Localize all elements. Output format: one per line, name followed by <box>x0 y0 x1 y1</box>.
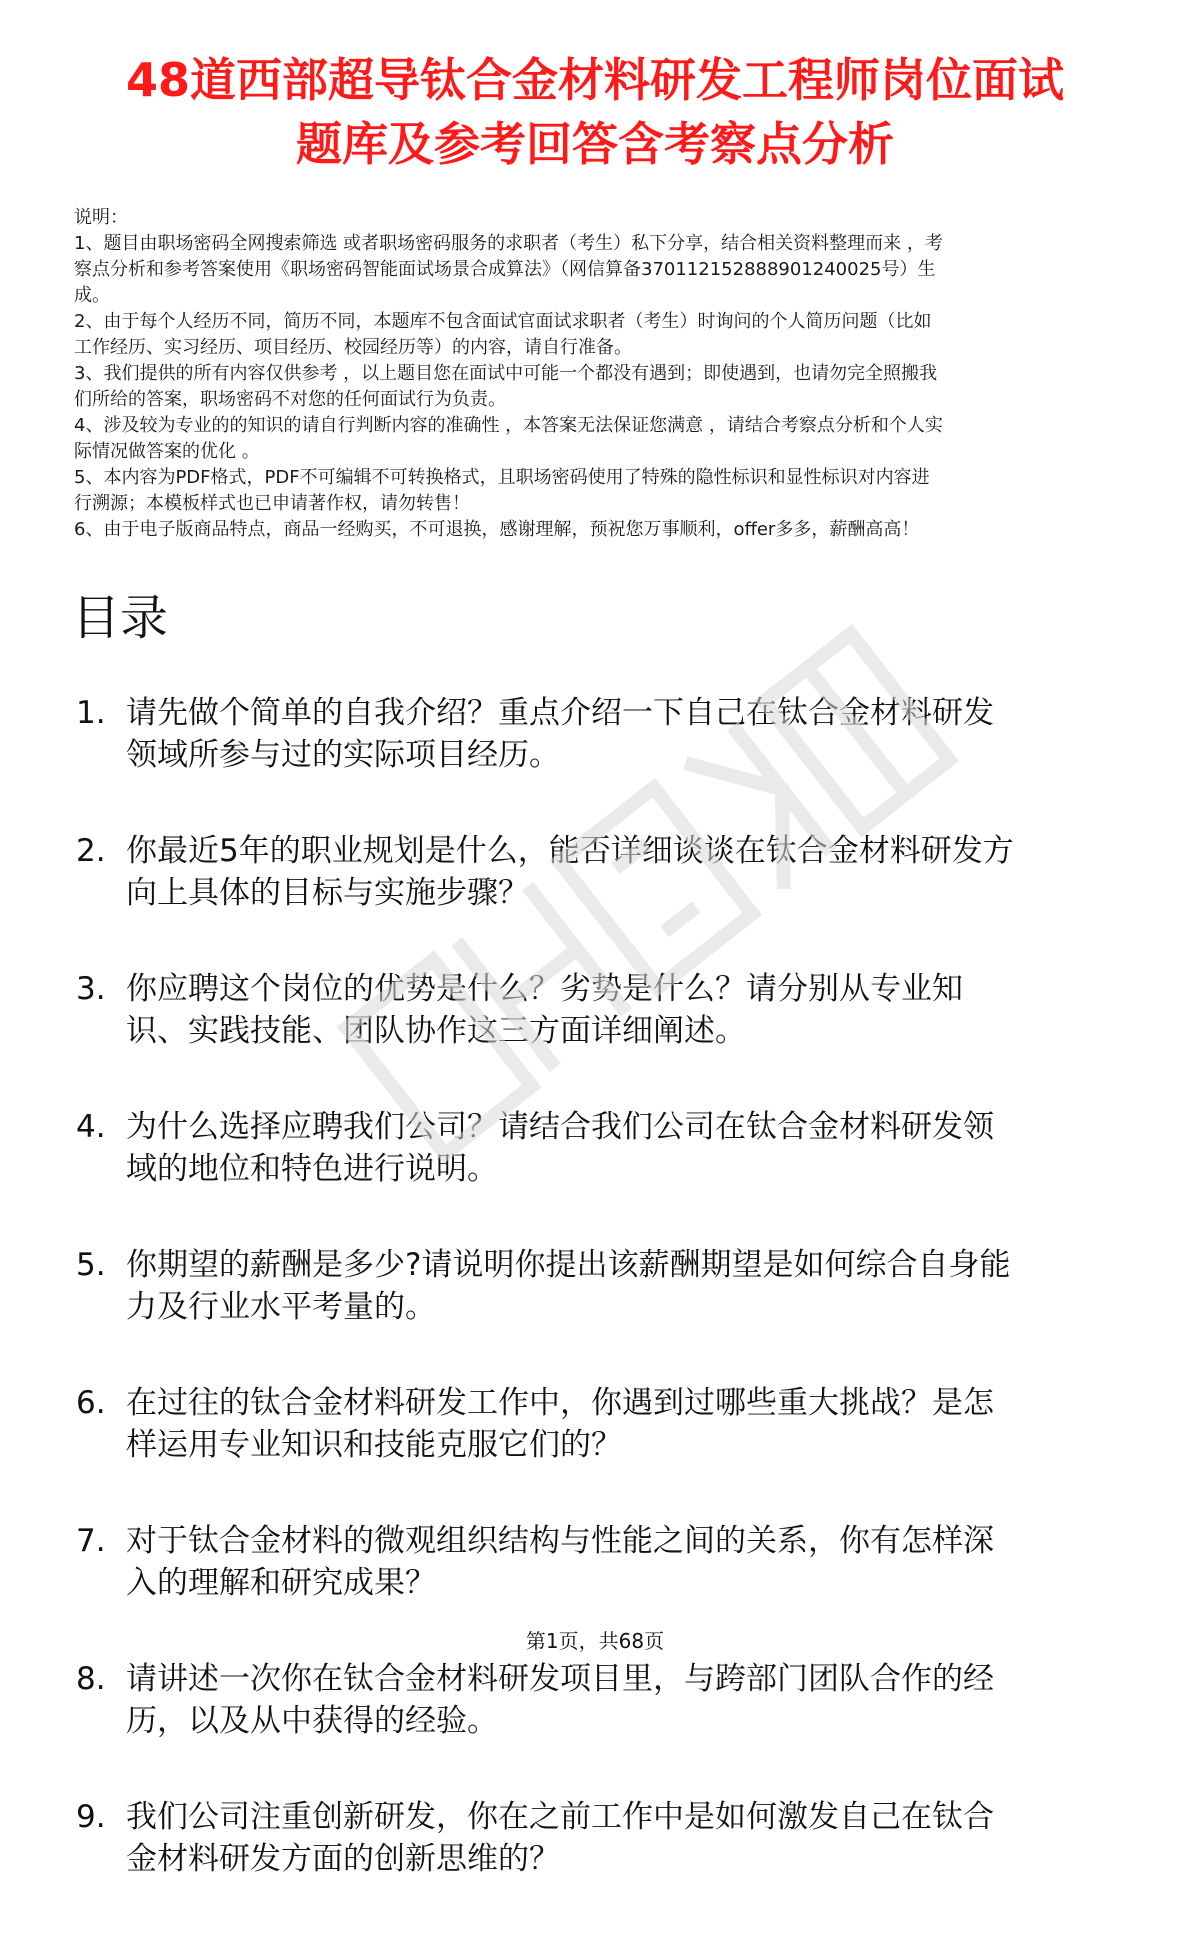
toc-item-number: 3. <box>76 971 106 1007</box>
toc-item-6[interactable] <box>76 1382 1136 1520</box>
toc-item-text: 力及行业水平考量的。 <box>126 1289 436 1325</box>
toc-item-2[interactable] <box>76 830 1136 968</box>
note-item: 6、由于电子版商品特点，商品一经购买，不可退换，感谢理解，预祝您万事顺利，offer多多，薪酬高高！ <box>74 519 920 540</box>
toc-item-3[interactable] <box>76 968 1136 1106</box>
toc-item-text: 你应聘这个岗位的优势是什么？劣势是什么？请分别从专业知 <box>126 971 963 1007</box>
toc-item-number: 5. <box>76 1247 106 1283</box>
toc-item-text: 金材料研发方面的创新思维的？ <box>126 1841 560 1877</box>
note-item: 2、由于每个人经历不同，简历不同，本题库不包含面试官面试求职者（考生）时询问的个人简历问题（比如 工作经历、实习经历、项目经历、校园经历等）的内容，请自行准备。 <box>74 311 932 358</box>
toc-item-text: 领域所参与过的实际项目经历。 <box>126 737 560 773</box>
toc-item-text: 样运用专业知识和技能克服它们的？ <box>126 1427 622 1463</box>
note-item: 5、本内容为PDF格式，PDF不可编辑不可转换格式，且职场密码使用了特殊的隐性标识和显性标识对内容进 行溯源；本模板样式也已申请著作权，请勿转售！ <box>74 467 930 514</box>
toc-item-number: 1. <box>76 695 106 731</box>
toc-item-text: 在过往的钛合金材料研发工作中，你遇到过哪些重大挑战？是怎 <box>126 1385 994 1421</box>
toc-heading: 目录 <box>72 590 169 646</box>
toc-item-number: 2. <box>76 833 106 869</box>
title-line-1: 48道西部超导钛合金材料研发工程师岗位面试 <box>125 53 1064 107</box>
toc-item-5[interactable] <box>76 1244 1136 1382</box>
toc-item-4[interactable] <box>76 1106 1136 1244</box>
toc-item-text: 请讲述一次你在钛合金材料研发项目里，与跨部门团队合作的经 <box>126 1661 994 1697</box>
toc-item-9[interactable] <box>76 1796 1136 1934</box>
note-item: 1、题目由职场密码全网搜索筛选 或者职场密码服务的求职者（考生）私下分享，结合相关资料整理而来 ，考 察点分析和参考答案使用《职场密码智能面试场景合成算法》（网信算备370112152888901240025号）生 成。 <box>74 233 943 306</box>
toc-item-text: 历，以及从中获得的经验。 <box>126 1703 498 1739</box>
toc-item-text: 为什么选择应聘我们公司？请结合我们公司在钛合金材料研发领 <box>126 1109 994 1145</box>
toc-item-text: 域的地位和特色进行说明。 <box>126 1151 498 1187</box>
toc-item-text: 你期望的薪酬是多少?请说明你提出该薪酬期望是如何综合自身能 <box>126 1247 1011 1283</box>
toc-item-8[interactable] <box>76 1658 1136 1796</box>
toc-item-number: 7. <box>76 1523 106 1559</box>
toc-item-text: 对于钛合金材料的微观组织结构与性能之间的关系，你有怎样深 <box>126 1523 994 1559</box>
toc-item-number: 9. <box>76 1799 106 1835</box>
notes-section <box>74 205 1122 543</box>
toc-item-number: 4. <box>76 1109 106 1145</box>
toc-item-number: 8. <box>76 1661 106 1697</box>
toc-item-text: 向上具体的目标与实施步骤？ <box>126 875 529 911</box>
note-item: 4、涉及较为专业的的知识的请自行判断内容的准确性 ，本答案无法保证您满意 ，请结合考察点分析和个人实 际情况做答案的优化 。 <box>74 415 943 462</box>
title-line-2: 题库及参考回答含考察点分析 <box>296 117 894 171</box>
toc-item-text: 识、实践技能、团队协作这三方面详细阐述。 <box>126 1013 746 1049</box>
table-of-contents <box>76 692 1136 1934</box>
toc-item-text: 我们公司注重创新研发，你在之前工作中是如何激发自己在钛合 <box>126 1799 994 1835</box>
toc-item-text: 请先做个简单的自我介绍？重点介绍一下自己在钛合金材料研发 <box>126 695 994 731</box>
toc-item-text: 你最近5年的职业规划是什么，能否详细谈谈在钛合金材料研发方 <box>126 833 1014 869</box>
toc-item-number: 6. <box>76 1385 106 1421</box>
toc-item-1[interactable] <box>76 692 1136 830</box>
note-item: 3、我们提供的所有内容仅供参考 ，以上题目您在面试中可能一个都没有遇到；即使遇到，也请勿完全照搬我 们所给的答案，职场密码不对您的任何面试行为负责。 <box>74 363 938 410</box>
page-footer: 第1页，共68页 <box>525 1629 665 1653</box>
document-title <box>60 48 1130 176</box>
toc-item-text: 入的理解和研究成果？ <box>126 1565 436 1601</box>
notes-label: 说明： <box>74 207 128 228</box>
